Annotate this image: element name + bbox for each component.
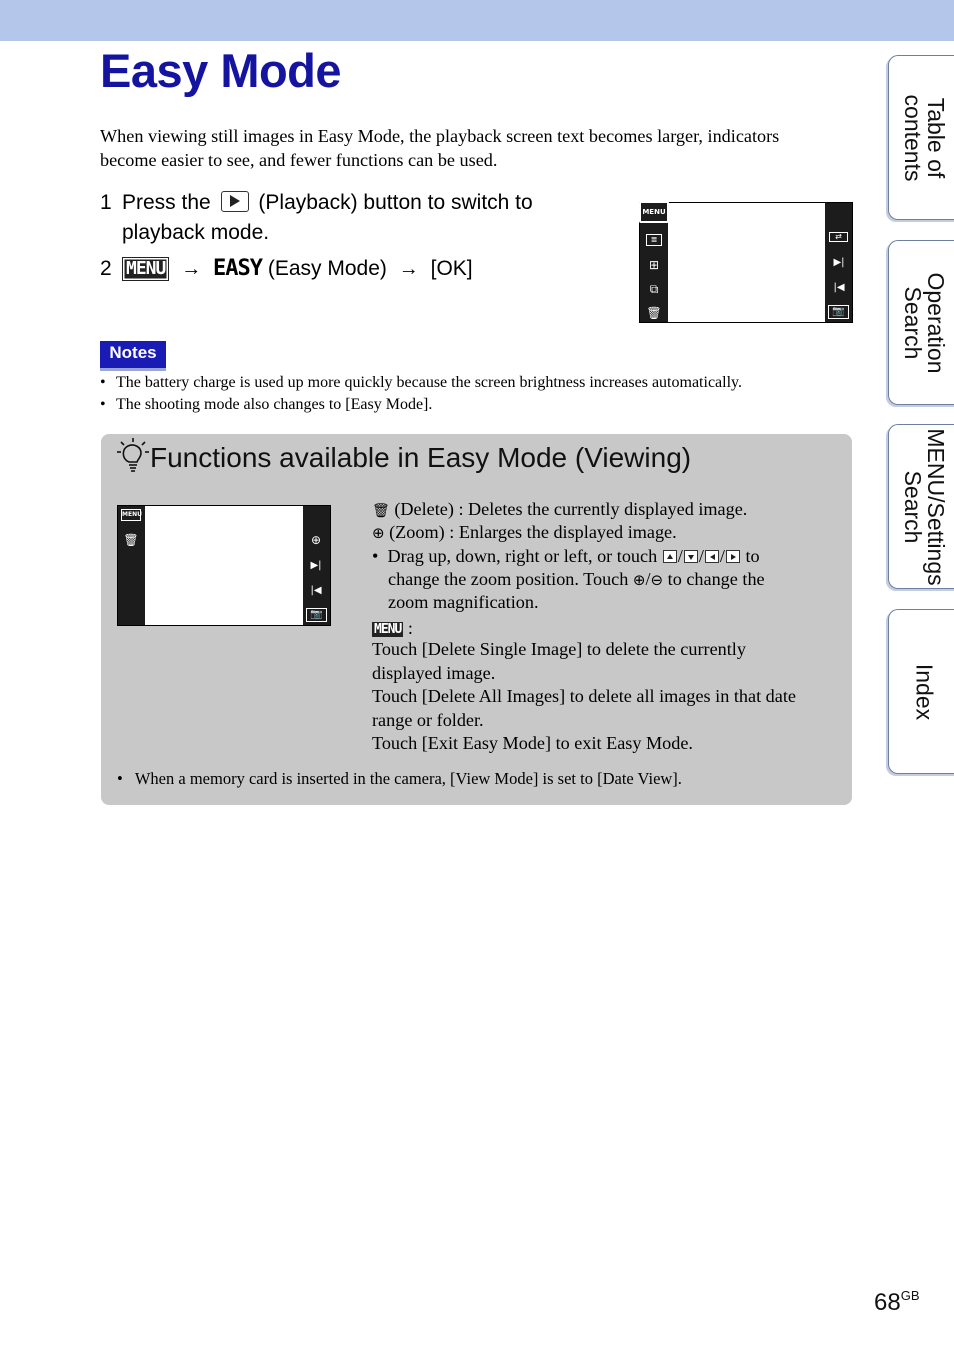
tab-menu-settings-search[interactable] <box>888 424 954 589</box>
tab-operation-search[interactable] <box>888 240 954 405</box>
up-arrow-icon <box>663 550 677 563</box>
tab-table-of-contents[interactable] <box>888 55 954 220</box>
screen-right-bar <box>303 506 330 625</box>
menu-line-1: Touch [Delete Single Image] to delete the currently <box>372 639 746 659</box>
menu-colon: : <box>407 618 413 638</box>
ok-label: [OK] <box>430 257 473 280</box>
step-1-line2: playback mode. <box>122 221 270 244</box>
bullet-icon: • <box>372 546 379 566</box>
tab-label: Table of contents <box>899 94 949 181</box>
step-2-text: (Easy Mode) <box>267 257 387 280</box>
note-item-1 <box>100 372 742 394</box>
lightbulb-icon <box>116 438 150 476</box>
left-arrow-icon <box>705 550 719 563</box>
step-1-text-before: Press the <box>122 191 211 214</box>
notes-label: Notes <box>100 341 166 368</box>
functions-title: Functions available in Easy Mode (Viewing) <box>150 442 692 473</box>
trash-icon: 🗑 <box>372 503 390 519</box>
screen-left-bar <box>640 203 668 322</box>
arrow-right-icon: → <box>181 258 202 280</box>
tab-label: Index <box>911 663 937 720</box>
step-number: 1 <box>100 191 112 214</box>
intro-paragraph: When viewing still images in Easy Mode, the playback screen text becomes larger, indicators become easier to see, and fewer functions can be used. <box>100 126 780 170</box>
footnote-text: When a memory card is inserted in the camera, [View Mode] is set to [Date View]. <box>134 769 682 788</box>
camera-icon: 📷 <box>306 608 327 622</box>
page-number: $68^{GB}$ <box>874 1288 920 1316</box>
drag-line-1: • Drag up, down, right or left, or touch / / / to <box>372 546 760 566</box>
trash-icon: 🗑 <box>123 533 139 547</box>
previous-image-icon: |◀ <box>833 282 845 293</box>
easy-mode-screen-illustration <box>117 505 331 626</box>
bullet-icon: • <box>117 769 123 788</box>
menu-icon: MENU <box>374 622 402 637</box>
playback-screen-illustration <box>639 202 853 323</box>
tab-label: MENU/Settings Search <box>899 427 949 586</box>
menu-function-header <box>372 617 413 641</box>
step-1-text-after: (Playback) button to switch to <box>258 191 533 214</box>
tab-label: Operation Search <box>899 271 949 374</box>
menu-button-icon: MENU <box>121 509 141 521</box>
step-2-body <box>122 254 473 284</box>
bullet-icon: • <box>100 396 106 413</box>
note-text: The shooting mode also changes to [Easy Mode]. <box>116 396 433 413</box>
zoom-in-icon: ⊕ <box>372 524 385 542</box>
index-grid-icon: ⊞ <box>648 258 660 272</box>
zoom-function-line <box>372 521 677 546</box>
previous-image-icon: |◀ <box>310 585 322 596</box>
bullet-icon: • <box>100 374 106 391</box>
screen-left-bar <box>118 506 145 625</box>
zoom-in-icon: ⊕ <box>310 533 322 547</box>
zoom-description: (Zoom) : Enlarges the displayed image. <box>389 522 677 542</box>
menu-line-2: displayed image. <box>372 663 496 683</box>
menu-line-4: range or folder. <box>372 710 484 730</box>
page-title: Easy Mode <box>100 44 342 97</box>
zoom-out-icon: ⊖ <box>650 571 664 589</box>
drag-line-3: zoom magnification. <box>388 592 539 612</box>
drag-line-2: change the zoom position. Touch ⊕/⊖ to change the <box>388 569 765 589</box>
arrow-right-icon: → <box>398 258 419 280</box>
next-image-icon: ▶| <box>833 257 845 268</box>
menu-button-icon: MENU <box>639 201 669 223</box>
trash-icon: 🗑 <box>646 306 662 320</box>
list-view-icon: ≣ <box>646 234 662 246</box>
easy-mode-icon: EASY <box>213 256 263 281</box>
top-band <box>0 0 954 41</box>
drag-text-1a: Drag up, down, right or left, or touch <box>387 546 658 566</box>
drag-text-2a: change the zoom position. Touch <box>388 569 629 589</box>
drag-text-2b: to change the <box>667 569 765 589</box>
step-1-body <box>122 188 533 248</box>
note-item-2 <box>100 394 432 416</box>
screen-right-bar <box>825 203 852 322</box>
delete-function-line <box>372 498 747 524</box>
camera-icon: 📷 <box>828 305 849 319</box>
next-image-icon: ▶| <box>310 560 322 571</box>
menu-line-3: Touch [Delete All Images] to delete all images in that date <box>372 686 796 706</box>
right-arrow-icon <box>726 550 740 563</box>
step-number: 2 <box>100 257 112 280</box>
down-arrow-icon <box>684 550 698 563</box>
note-text: The battery charge is used up more quickly because the screen brightness increases automatically. <box>116 374 742 391</box>
folder-icon: ⧉ <box>649 282 659 296</box>
functions-footnote <box>117 767 682 791</box>
tab-index[interactable] <box>888 609 954 774</box>
drag-text-1b: to <box>745 546 760 566</box>
delete-description: (Delete) : Deletes the currently displayed image. <box>394 499 748 519</box>
playback-icon <box>221 191 249 212</box>
menu-line-5: Touch [Exit Easy Mode] to exit Easy Mode. <box>372 733 693 753</box>
zoom-in-icon: ⊕ <box>632 571 646 589</box>
menu-icon: MENU <box>122 257 169 281</box>
swap-arrows-icon: ⇄ <box>829 232 848 242</box>
